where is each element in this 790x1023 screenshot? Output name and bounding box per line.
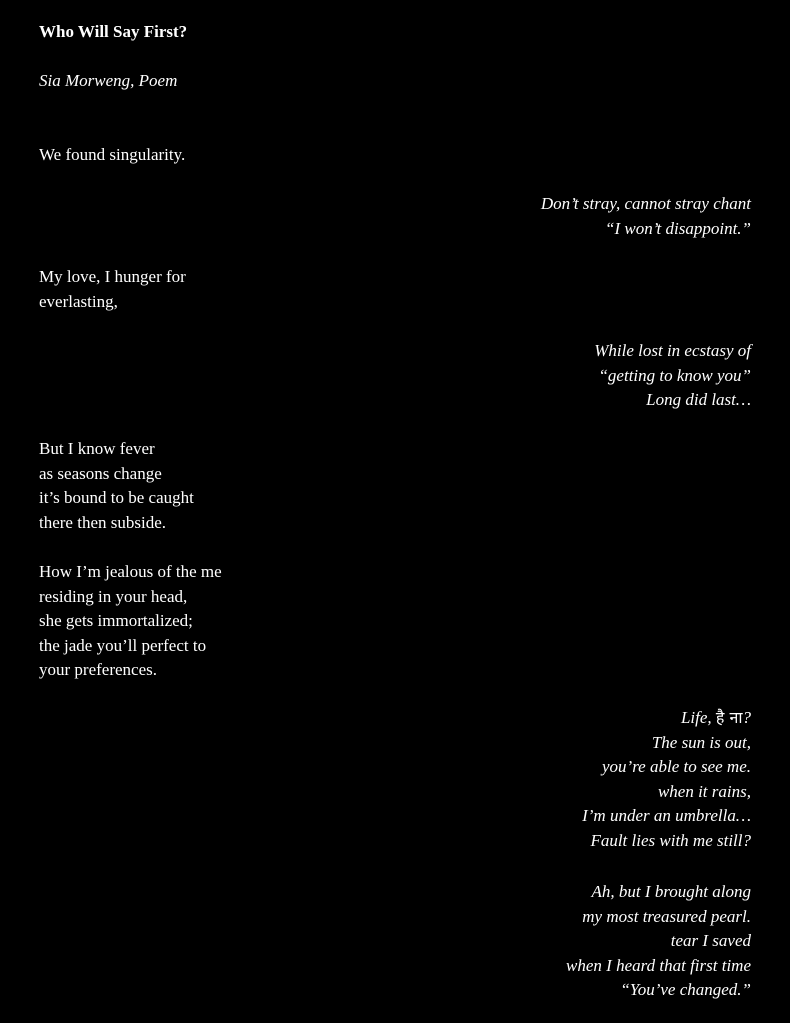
poem-line: she gets immortalized;: [39, 611, 193, 630]
poem-line: there then subside.: [39, 512, 166, 532]
poem-line: the jade you’ll perfect to: [39, 635, 207, 655]
poem-line: How I’m jealous of the me: [39, 562, 222, 581]
poem-line: you’re able to see me.: [601, 757, 751, 776]
poem-line: The sun is out,: [651, 732, 751, 752]
poem-line: Long did last…: [646, 390, 751, 409]
poem-title: Who Will Say First?: [39, 22, 188, 41]
hindi-phrase: है ना: [715, 708, 743, 727]
poem-line: my most treasured pearl.: [582, 906, 751, 926]
stanza-right-1: [541, 192, 751, 241]
stanza-left-2: [39, 265, 186, 314]
poem-line: when I heard that first time: [566, 955, 751, 975]
stanza-right-4: [566, 880, 751, 1003]
poem-line: when it rains,: [657, 781, 751, 801]
poem-line: everlasting,: [39, 291, 118, 311]
poem-line: “You’ve changed.”: [620, 980, 751, 999]
stanza-left-1: [39, 143, 185, 168]
poem-line: as seasons change: [39, 463, 162, 483]
poem-line: residing in your head,: [39, 586, 188, 606]
poem-line-life: [582, 706, 751, 731]
poem-line: “getting to know you”: [598, 365, 751, 385]
poem-line: “I won’t disappoint.”: [605, 218, 751, 238]
stanza-right-3: [582, 706, 751, 853]
poem-line: Don’t stray, cannot stray chant: [540, 194, 751, 213]
poem-line-suffix: ?: [742, 708, 751, 727]
poem-line: your preferences.: [39, 660, 157, 679]
poem-line: I’m under an umbrella…: [582, 806, 751, 825]
poem-line: tear I saved: [670, 931, 751, 950]
poem-line: While lost in ecstasy of: [594, 341, 751, 360]
stanza-left-3: [39, 437, 194, 535]
poem-line: Ah, but I brought along: [591, 882, 751, 901]
poem-byline: Sia Morweng, Poem: [39, 71, 178, 90]
poem-line: My love, I hunger for: [39, 267, 186, 286]
poem-line: Fault lies with me still?: [590, 830, 751, 850]
poem-line-prefix: Life,: [680, 708, 716, 727]
stanza-left-4: [39, 560, 222, 683]
stanza-right-2: [594, 339, 751, 413]
poem-line: But I know fever: [39, 439, 155, 458]
poem-line: We found singularity.: [39, 145, 186, 164]
poem-line: it’s bound to be caught: [39, 488, 194, 507]
